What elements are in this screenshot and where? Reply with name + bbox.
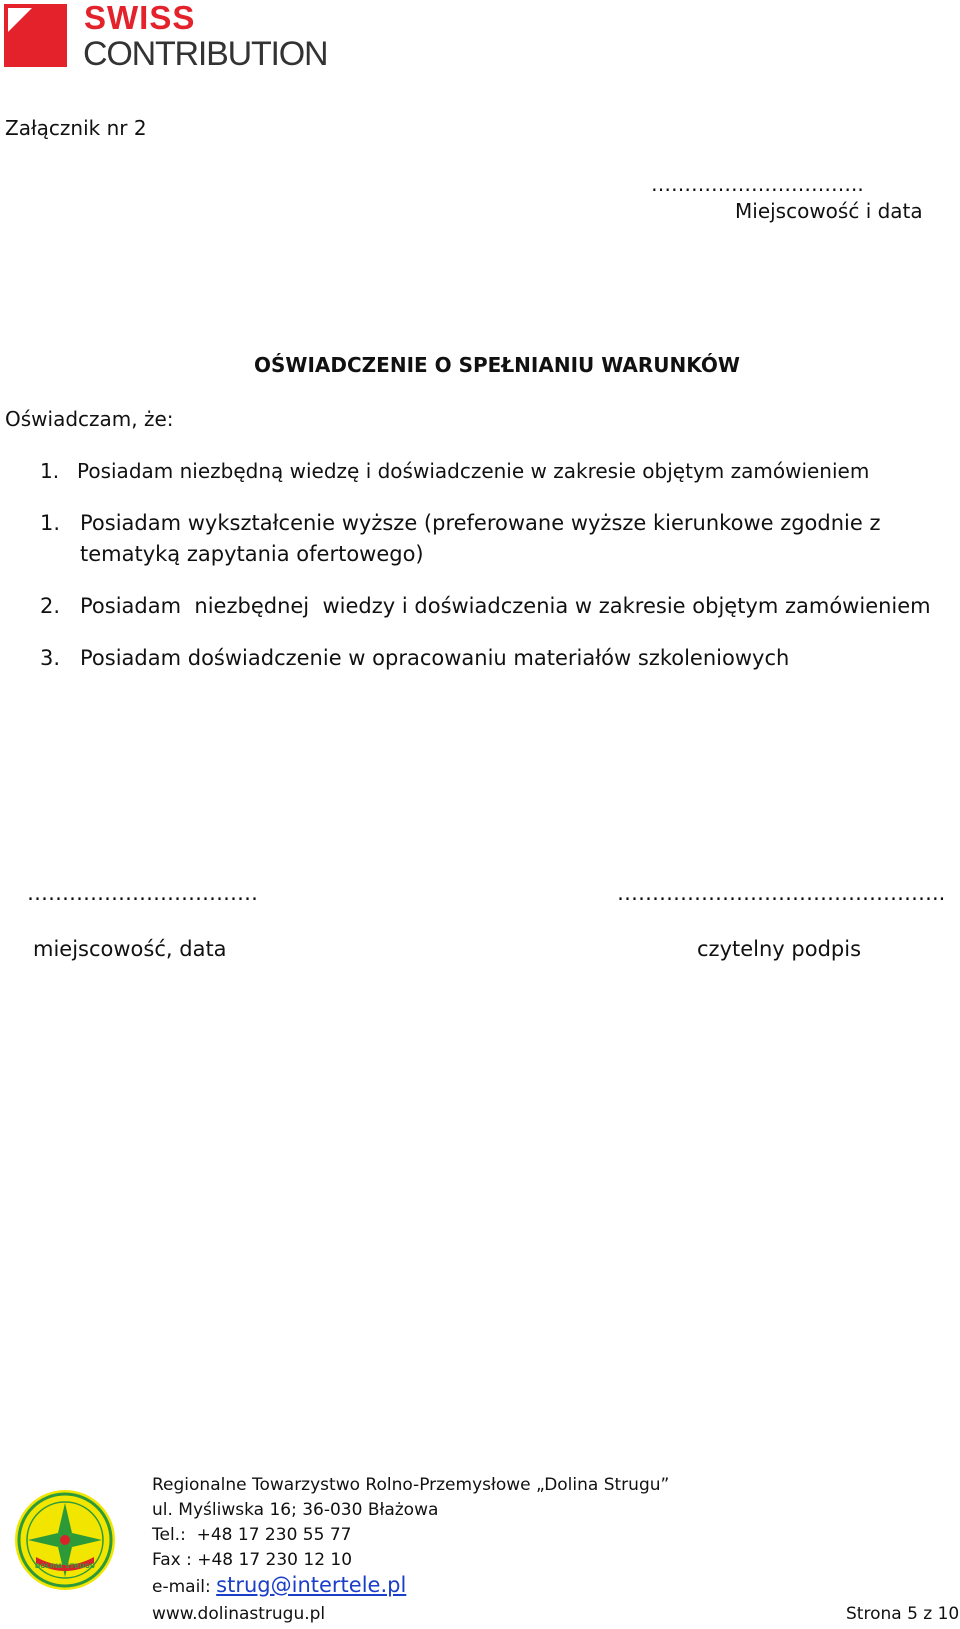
place-date-label: Miejscowość i data [735,199,923,223]
attachment-label: Załącznik nr 2 [5,116,147,140]
intro-text: Oświadczam, że: [5,407,174,431]
document-title: OŚWIADCZENIE O SPEŁNIANIU WARUNKÓW [254,353,740,377]
signature-place-dots: …………………………… [27,881,258,905]
item-text: Posiadam niezbędnej wiedzy i doświadczenia w zakresie objętym zamówieniem [80,594,931,618]
item-number: 1. [40,511,61,535]
item-text: Posiadam doświadczenie w opracowaniu materiałów szkoleniowych [80,646,790,670]
signature-sign-dots: ……………………………………….. [617,881,946,905]
item-text-continued: tematyką zapytania ofertowego) [80,542,424,566]
item-number: 2. [40,594,61,618]
place-date-dots: ………………………….. [651,172,864,196]
signature-sign-label: czytelny podpis [697,937,862,961]
swiss-contribution-logo-mark [4,4,67,67]
dolina-strugu-logo [14,1489,116,1591]
footer-fax: Fax : +48 17 230 12 10 [152,1550,353,1570]
item-number: 3. [40,646,61,670]
item-text: Posiadam wykształcenie wyższe (preferowane wyższe kierunkowe zgodnie z [80,511,881,535]
footer-website: www.dolinastrugu.pl [152,1604,326,1624]
footer-email-row [152,1574,406,1598]
footer-email-link[interactable]: strug@intertele.pl [216,1573,407,1597]
item-text: Posiadam niezbędną wiedzę i doświadczenie w zakresie objętym zamówieniem [77,459,870,483]
page-number: Strona 5 z 10 [846,1604,960,1624]
logo-swiss-text: SWISS [84,0,196,36]
signature-place-label: miejscowość, data [33,937,227,961]
footer-organization: Regionalne Towarzystwo Rolno-Przemysłowe „Dolina Strugu” [152,1475,670,1495]
logo-contribution-text: CONTRIBUTION [83,35,328,73]
item-number: 1. [40,459,60,483]
footer-tel: Tel.: +48 17 230 55 77 [152,1525,352,1545]
footer-address: ul. Myśliwska 16; 36-030 Błażowa [152,1500,439,1520]
svg-text:DOLINA STRUGU: DOLINA STRUGU [34,1562,96,1570]
footer-email-label: e-mail: [152,1577,217,1597]
